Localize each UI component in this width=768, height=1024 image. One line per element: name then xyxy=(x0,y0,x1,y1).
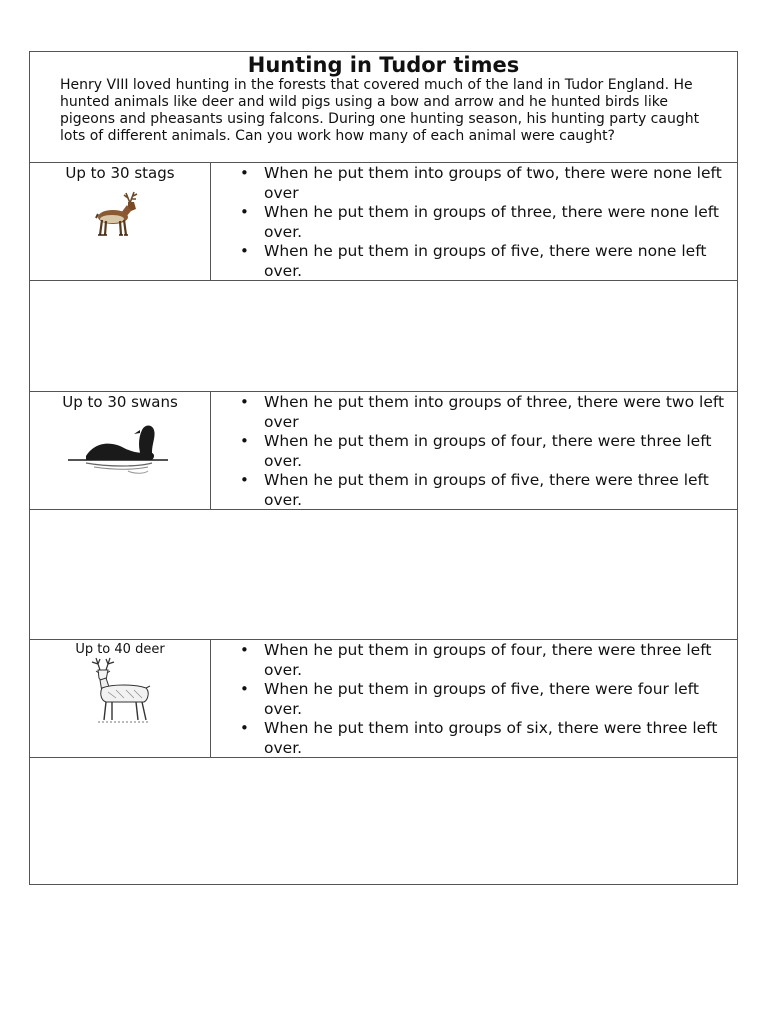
clue-item xyxy=(211,719,731,758)
bullet-icon: • xyxy=(240,164,249,182)
clue-cell xyxy=(211,163,737,280)
clue-text: When he put them in groups of four, there were three left over. xyxy=(264,641,712,679)
clue-list xyxy=(211,641,731,758)
intro-paragraph: Henry VIII loved hunting in the forests that covered much of the land in Tudor England. He hunted animals like deer and wild pigs using a bow and arrow and he hunted birds like pigeons and pheasants using falcons. During one hunting season, his hunting party caught lots of different animals. Can you work how many of each animal were caught? xyxy=(60,77,700,144)
answer-box-swans[interactable] xyxy=(30,510,737,640)
answer-box-stags[interactable] xyxy=(30,281,737,392)
puzzle-label-cell xyxy=(30,392,211,509)
clue-text: When he put them in groups of five, there were three left over. xyxy=(264,471,709,509)
bullet-icon: • xyxy=(240,641,249,659)
puzzle-label: Up to 40 deer xyxy=(75,642,165,657)
worksheet-table xyxy=(29,51,738,885)
clue-item xyxy=(211,641,731,680)
bullet-icon: • xyxy=(240,680,249,698)
worksheet-header xyxy=(30,52,737,163)
clue-text: When he put them into groups of two, there were none left over xyxy=(264,164,722,202)
puzzle-label: Up to 30 stags xyxy=(65,164,175,182)
clue-list xyxy=(211,164,731,281)
clue-text: When he put them in groups of three, there were none left over. xyxy=(264,203,719,241)
clue-item xyxy=(211,393,731,432)
clue-item xyxy=(211,680,731,719)
clue-item xyxy=(211,242,731,281)
bullet-icon: • xyxy=(240,471,249,489)
clue-item xyxy=(211,203,731,242)
bullet-icon: • xyxy=(240,242,249,260)
deer-icon xyxy=(86,656,156,726)
clue-cell xyxy=(211,392,737,509)
answer-box-deer[interactable] xyxy=(30,758,737,885)
clue-text: When he put them in groups of five, there were none left over. xyxy=(264,242,707,280)
bullet-icon: • xyxy=(240,432,249,450)
clue-item xyxy=(211,432,731,471)
clue-text: When he put them into groups of six, there were three left over. xyxy=(264,719,718,757)
bullet-icon: • xyxy=(240,393,249,411)
clue-text: When he put them into groups of three, there were two left over xyxy=(264,393,725,431)
puzzle-row-deer xyxy=(30,640,737,758)
puzzle-row-swans xyxy=(30,392,737,510)
page-title: Hunting in Tudor times xyxy=(247,53,520,77)
clue-cell xyxy=(211,640,737,757)
swan-icon xyxy=(68,416,172,478)
clue-list xyxy=(211,393,731,510)
clue-text: When he put them in groups of four, there were three left over. xyxy=(264,432,712,470)
clue-item xyxy=(211,471,731,510)
puzzle-row-stags xyxy=(30,163,737,281)
puzzle-label: Up to 30 swans xyxy=(62,393,178,411)
clue-text: When he put them in groups of five, there were four left over. xyxy=(264,680,699,718)
puzzle-label-cell xyxy=(30,163,211,280)
bullet-icon: • xyxy=(240,203,249,221)
puzzle-label-cell xyxy=(30,640,211,757)
stag-icon xyxy=(90,189,150,241)
bullet-icon: • xyxy=(240,719,249,737)
clue-item xyxy=(211,164,731,203)
